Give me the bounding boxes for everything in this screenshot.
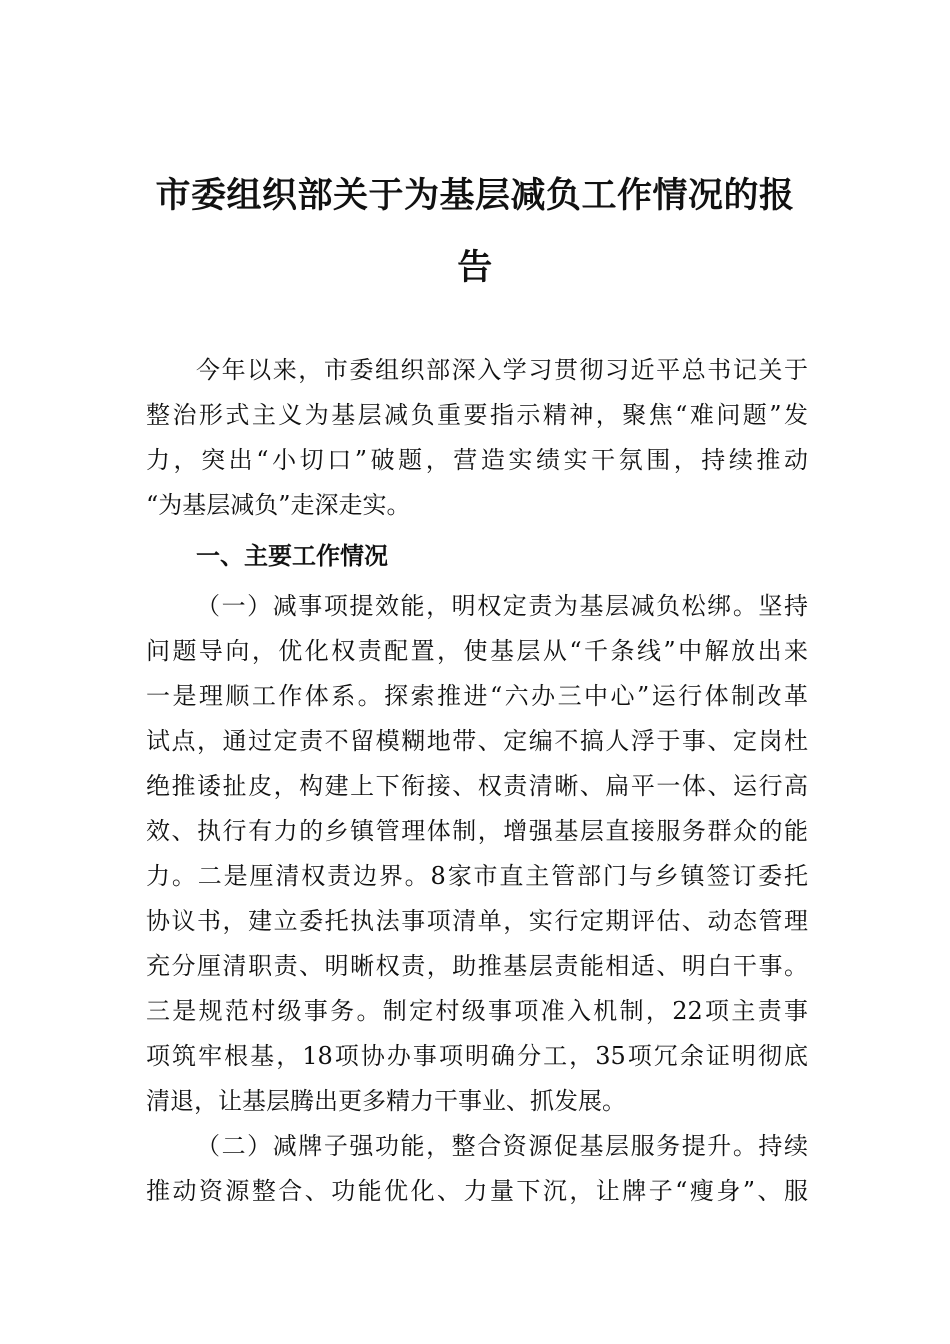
paragraph-line: （一）减事项提效能，明权定责为基层减负松绑。坚持 [196,592,808,620]
paragraph-line: 项筑牢根基，18项协办事项明确分工，35项冗余证明彻底 [146,1042,808,1070]
paragraph-line: 一是理顺工作体系。探索推进“六办三中心”运行体制改革 [146,682,808,710]
paragraph-line: 协议书，建立委托执法事项清单，实行定期评估、动态管理 [146,907,808,935]
section-heading: 一、主要工作情况 [196,542,388,570]
paragraph-line: （二）减牌子强功能，整合资源促基层服务提升。持续 [196,1132,808,1160]
title-line-1: 市委组织部关于为基层减负工作情况的报 [155,175,795,216]
document-title [150,160,800,304]
title-line-2: 告 [457,247,493,288]
part-two-paragraph [146,1124,808,1214]
paragraph-line: “为基层减负”走深走实。 [146,491,411,519]
paragraph-line: 试点，通过定责不留模糊地带、定编不搞人浮于事、定岗杜 [146,727,808,755]
paragraph-line: 问题导向，优化权责配置，使基层从“千条线”中解放出来 [146,637,808,665]
paragraph-line: 今年以来，市委组织部深入学习贯彻习近平总书记关于 [196,356,808,384]
paragraph-line: 力，突出“小切口”破题，营造实绩实干氛围，持续推动 [146,446,808,474]
document-body [146,348,808,1214]
paragraph-line: 三是规范村级事务。制定村级事项准入机制，22项主责事 [146,997,808,1025]
paragraph-line: 推动资源整合、功能优化、力量下沉，让牌子“瘦身”、服 [146,1177,808,1205]
paragraph-line: 整治形式主义为基层减负重要指示精神，聚焦“难问题”发 [146,401,808,429]
paragraph-line: 清退，让基层腾出更多精力干事业、抓发展。 [146,1087,626,1115]
paragraph-line: 充分厘清职责、明晰权责，助推基层责能相适、明白干事。 [146,952,808,980]
part-one-paragraph [146,584,808,1124]
intro-paragraph [146,348,808,528]
paragraph-line: 绝推诿扯皮，构建上下衔接、权责清晰、扁平一体、运行高 [146,772,808,800]
paragraph-line: 力。二是厘清权责边界。8家市直主管部门与乡镇签订委托 [146,862,808,890]
paragraph-line: 效、执行有力的乡镇管理体制，增强基层直接服务群众的能 [146,817,808,845]
